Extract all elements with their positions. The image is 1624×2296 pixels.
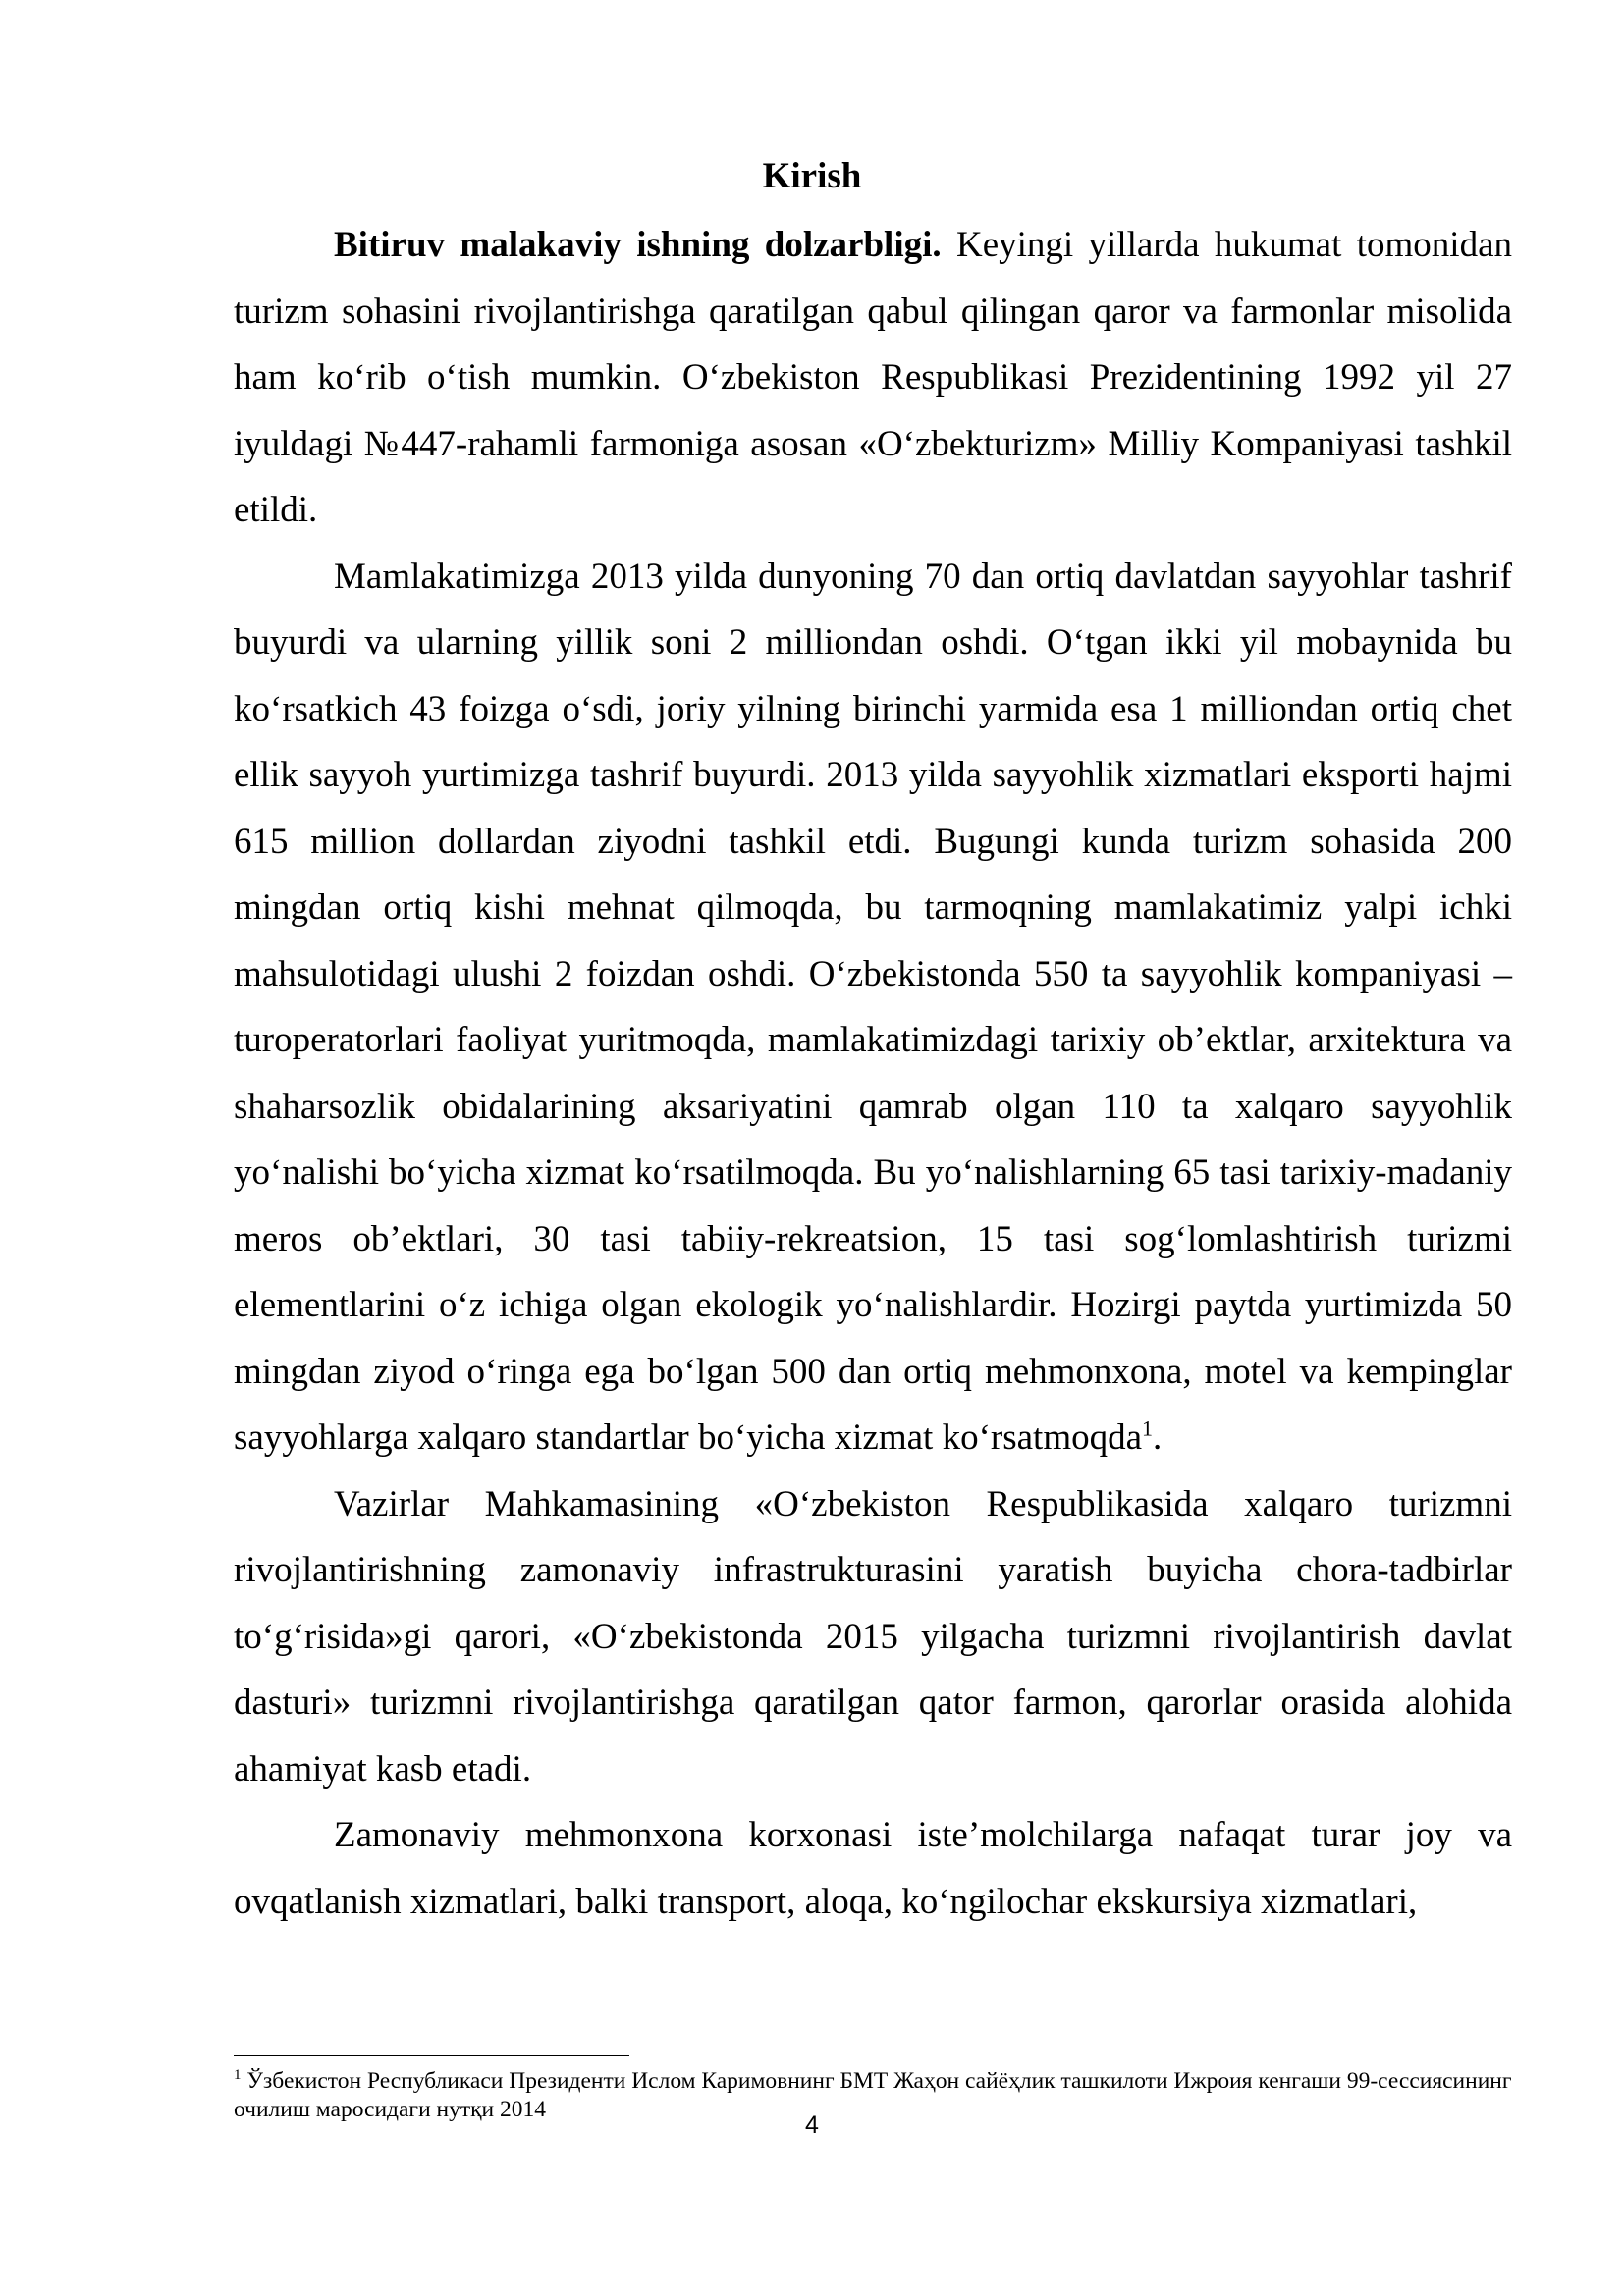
paragraph-lead: Bitiruv malakaviy ishning dolzarbligi. bbox=[334, 225, 942, 265]
paragraph-text: Zamonaviy mehmonxona korxonasi iste’molchilarga nafaqat turar joy va ovqatlanish xizmatlari, balki transport, aloqa, ko‘ngilochar ekskursiya xizmatlari, bbox=[234, 1815, 1512, 1922]
paragraph-tail: . bbox=[1153, 1417, 1163, 1458]
body-text bbox=[234, 212, 1512, 1935]
footnote-separator bbox=[234, 2055, 629, 2056]
footnote-marker: 1 bbox=[234, 2067, 242, 2084]
paragraph-relevance bbox=[234, 212, 1512, 544]
page-number: 4 bbox=[805, 2111, 819, 2139]
paragraph-text: Vazirlar Mahkamasining «O‘zbekiston Respublikasida xalqaro turizmni rivojlantirishning zamonaviy infrastrukturasini yaratish buyicha chora-tadbirlar to‘g‘risida»gi qarori, «O‘zbekistonda 2015 yilgacha turizmni rivojlantirish davlat dasturi» turizmni rivojlantirishga qaratilgan qator farmon, qarorlar orasida alohida ahamiyat kasb etadi. bbox=[234, 1483, 1512, 1789]
footnote-reference[interactable]: 1 bbox=[1142, 1415, 1154, 1441]
page-heading: Kirish bbox=[762, 156, 862, 196]
paragraph-text: Keyingi yillarda hukumat tomonidan turizm sohasini rivojlantirishga qaratilgan qabul qilingan qaror va farmonlar misolida ham ko‘rib o‘tish mumkin. O‘zbekiston Respublikasi Prezidentining 1992 yil 27 iyuldagi №447-rahamli farmoniga asosan «O‘zbekturizm» Milliy Kompaniyasi tashkil etildi. bbox=[234, 225, 1512, 530]
paragraph-cabinet-decree bbox=[234, 1471, 1512, 1803]
paragraph-text: Mamlakatimizga 2013 yilda dunyoning 70 dan ortiq davlatdan sayyohlar tashrif buyurdi va ularning yillik soni 2 milliondan oshdi. O‘tgan ikki yil mobaynida bu ko‘rsatkich 43 foizga o‘sdi, joriy yilning birinchi yarmida esa 1 milliondan ortiq chet ellik sayyoh yurtimizga tashrif buyurdi. 2013 yilda sayyohlik xizmatlari eksporti hajmi 615 million dollardan ziyodni tashkil etdi. Bugungi kunda turizm sohasida 200 mingdan ortiq kishi mehnat qilmoqda, bu tarmoqning mamlakatimiz yalpi ichki mahsulotidagi ulushi 2 foizdan oshdi. O‘zbekistonda 550 ta sayyohlik kompaniyasi – turoperatorlari faoliyat yuritmoqda, mamlakatimizdagi tarixiy ob’ektlar, arxitektura va shaharsozlik obidalarining aksariyatini qamrab olgan 110 ta xalqaro sayyohlik yo‘nalishi bo‘yicha xizmat ko‘rsatilmoqda. Bu yo‘nalishlarning 65 tasi tarixiy-madaniy meros ob’ektlari, 30 tasi tabiiy-rekreatsion, 15 tasi sog‘lomlashtirish turizmi elementlarini o‘z ichiga olgan ekologik yo‘nalishlardir. Hozirgi paytda yurtimizda 50 mingdan ziyod o‘ringa ega bo‘lgan 500 dan ortiq mehmonxona, motel va kempinglar sayyohlarga xalqaro standartlar bo‘yicha xizmat ko‘rsatmoqda bbox=[234, 556, 1512, 1458]
footnote-text: Ўзбекистон Республикаси Президенти Ислом Каримовнинг БМТ Жаҳон сайёҳлик ташкилоти Ижроия кенгаши 99-сессиясининг очилиш маросидаги нутқи 2014 bbox=[234, 2068, 1512, 2122]
paragraph-tourism-statistics bbox=[234, 544, 1512, 1471]
paragraph-modern-hotel bbox=[234, 1802, 1512, 1935]
